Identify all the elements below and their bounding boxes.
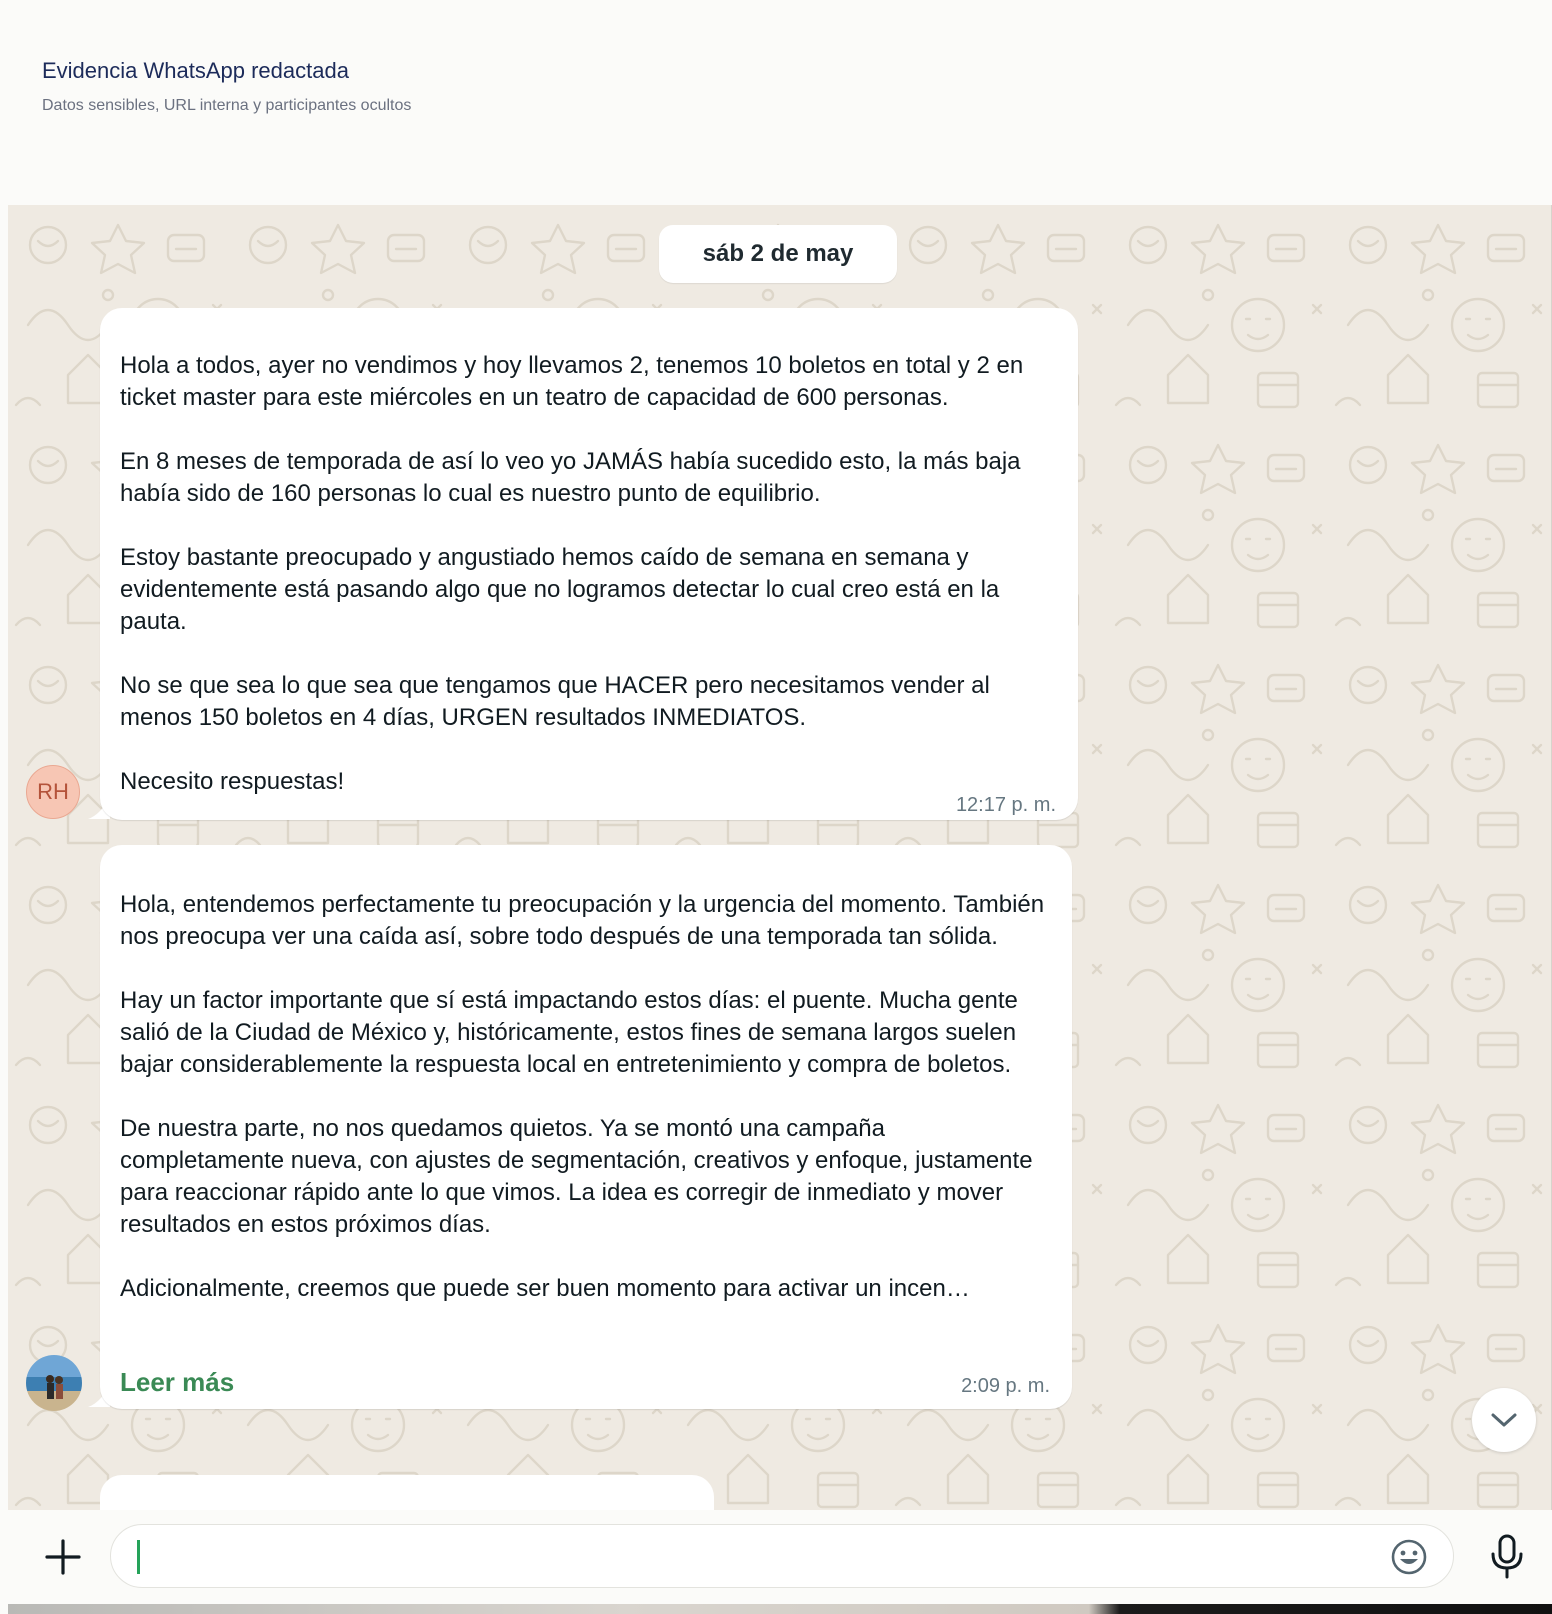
microphone-icon	[1489, 1534, 1525, 1580]
sender-avatar-photo[interactable]	[26, 1355, 82, 1411]
read-more-link[interactable]: Leer más	[120, 1367, 235, 1397]
scroll-to-bottom-button[interactable]	[1472, 1388, 1536, 1452]
chevron-down-icon	[1489, 1410, 1519, 1430]
attach-button[interactable]	[38, 1532, 88, 1582]
avatar-photo-icon	[26, 1355, 82, 1411]
message-text: Hola a todos, ayer no vendimos y hoy llevamos 2, tenemos 10 boletos en total y 2 en ticket master para este miércoles en un teatro de capacidad de 600 personas. En 8 meses de temporada de así lo veo yo JAMÁS había sucedido esto, la más baja había sido de 160 personas lo cual es nuestro punto de equilibrio. Estoy bastante preocupado y angustiado hemos caído de semana en semana y evidentemente está pasando algo que no logramos detectar lo cual creo está en la pauta. No se que sea lo que sea que tengamos que HACER pero necesitamos vender al menos 150 boletos en 4 días, URGEN resultados INMEDIATOS. Necesito respuestas!	[120, 352, 1024, 795]
page-subtitle: Datos sensibles, URL interna y participantes ocultos	[42, 97, 412, 114]
window-bottom-edge	[8, 1604, 1552, 1614]
page-header	[0, 0, 1552, 205]
sender-avatar[interactable]: RH	[26, 765, 80, 819]
message-composer	[8, 1510, 1552, 1604]
message-input-container[interactable]	[110, 1524, 1454, 1588]
message-time: 2:09 p. m.	[961, 1375, 1050, 1397]
page-title: Evidencia WhatsApp redactada	[42, 58, 349, 83]
date-chip: sáb 2 de may	[659, 225, 897, 283]
text-caret	[137, 1540, 140, 1574]
plus-icon	[43, 1537, 83, 1577]
message-time: 12:17 p. m.	[955, 794, 1056, 816]
voice-message-button[interactable]	[1482, 1530, 1532, 1584]
message-text: Hola, entendemos perfectamente tu preocupación y la urgencia del momento. También nos preocupa ver una caída así, sobre todo después de una temporada tan sólida. Hay un factor importante que sí está impactando estos días: el puente. Mucha gente salió de la Ciudad de México y, históricamente, estos fines de semana largos suelen bajar considerablemente la respuesta local en entretenimiento y compra de boletos. De nuestra parte, no nos quedamos quietos. Ya se montó una campaña completamente nueva, con ajustes de segmentación, creativos y enfoque, justamente para reaccionar rápido ante lo que vimos. La idea es corregir de inmediato y mover resultados en estos próximos días. Adicionalmente, creemos que puede ser buen momento para activar un incen…	[120, 891, 1045, 1302]
message-input[interactable]	[135, 1535, 1355, 1579]
message-bubble-incoming[interactable]	[100, 845, 1072, 1409]
message-bubble-incoming[interactable]	[100, 308, 1078, 820]
chat-area[interactable]	[8, 205, 1552, 1605]
emoji-icon[interactable]	[1389, 1537, 1429, 1577]
